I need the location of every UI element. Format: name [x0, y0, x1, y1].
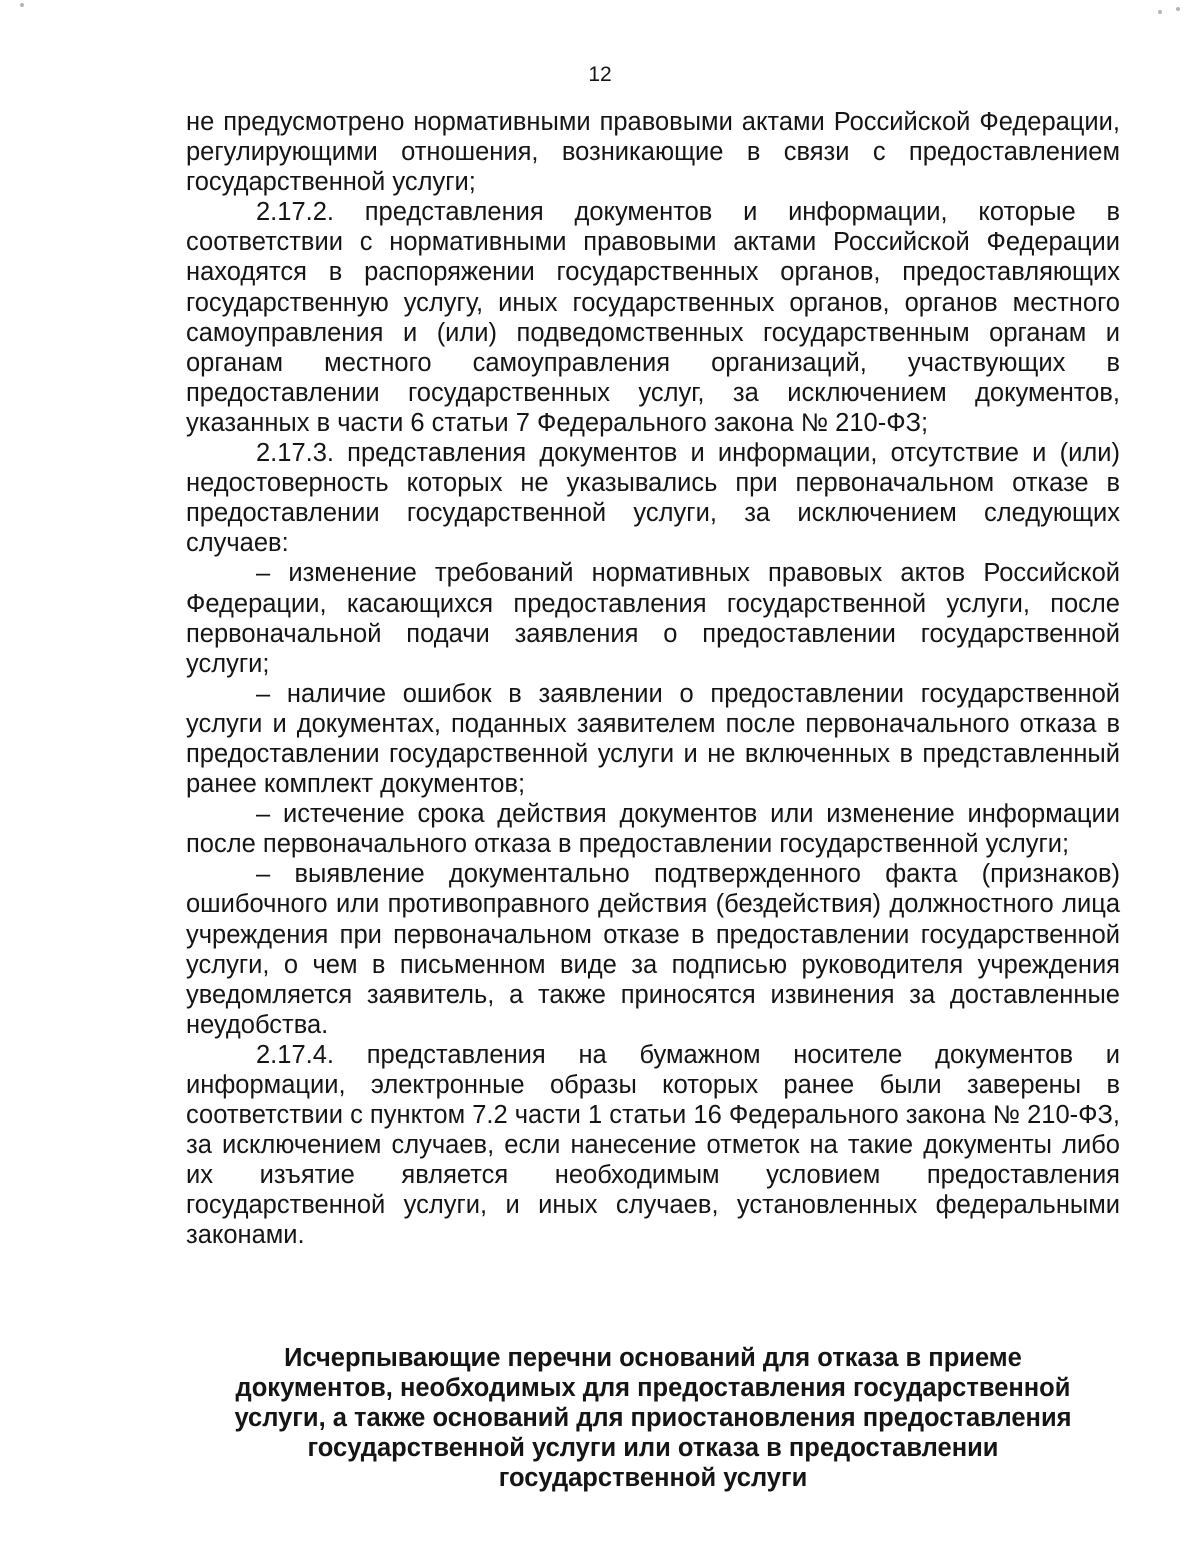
paragraph-2-17-4: 2.17.4. представления на бумажном носителе документов и информации, электронные образы которых ранее были заверены в соответствии с пунктом 7.2 части 1 статьи 16 Федерального закона № 210-ФЗ, за исключением случаев, если нанесение отметок на такие документы либо их изъятие является необходимым условием предоставления государственной услуги, и иных случаев, установленных федеральными законами.: [186, 1040, 1120, 1250]
scan-speck: [1158, 10, 1162, 14]
paragraph-2-17-2: 2.17.2. представления документов и информации, которые в соответствии с нормативными правовыми актами Российской Федерации находятся в распоряжении государственных органов, предоставляющих государственную услугу, иных государственных органов, органов местного самоуправления и (или) подведомственных государственным органам и органам местного самоуправления организаций, участвующих в предоставлении государственных услуг, за исключением документов, указанных в части 6 статьи 7 Федерального закона № 210-ФЗ;: [186, 198, 1120, 437]
section-heading-line: Исчерпывающие перечни оснований для отказа в приеме: [284, 1344, 1022, 1372]
section-heading-line: государственной услуги или отказа в предоставлении: [307, 1434, 999, 1463]
page-number: 12: [588, 63, 612, 86]
list-item: – выявление документально подтвержденного факта (признаков) ошибочного или противоправного действия (бездействия) должностного лица учреждения при первоначальном отказе в предоставлении государственной услуги, о чем в письменном виде за подписью руководителя учреждения уведомляется заявитель, а также приносятся извинения за доставленные неудобства.: [186, 860, 1120, 1039]
scan-speck: [20, 3, 24, 7]
section-heading-line: документов, необходимых для предоставления государственной: [235, 1374, 1071, 1403]
section-heading-line: услуги, а также оснований для приостановления предоставления: [234, 1404, 1072, 1433]
list-item: – наличие ошибок в заявлении о предоставлении государственной услуги и документах, поданных заявителем после первоначального отказа в предоставлении государственной услуги и не включенных в представленный ранее комплект документов;: [186, 679, 1120, 799]
paragraph-2-17-3: 2.17.3. представления документов и информации, отсутствие и (или) недостоверность которых не указывались при первоначальном отказе в предоставлении государственной услуги, за исключением следующих случаев:: [186, 439, 1120, 558]
list-item: – истечение срока действия документов или изменение информации после первоначального отказа в предоставлении государственной услуги;: [186, 800, 1120, 859]
paragraph: не предусмотрено нормативными правовыми актами Российской Федерации, регулирующими отношения, возникающие в связи с предоставлением государственной услуги;: [186, 108, 1120, 197]
list-item: – изменение требований нормативных правовых актов Российской Федерации, касающихся предоставления государственной услуги, после первоначальной подачи заявления о предоставлении государственной услуги;: [186, 559, 1120, 678]
scan-speck: [1176, 7, 1180, 11]
section-heading-line: государственной услуги: [498, 1464, 808, 1493]
section-heading: [186, 1343, 1120, 1493]
document-body: [186, 107, 1120, 1251]
